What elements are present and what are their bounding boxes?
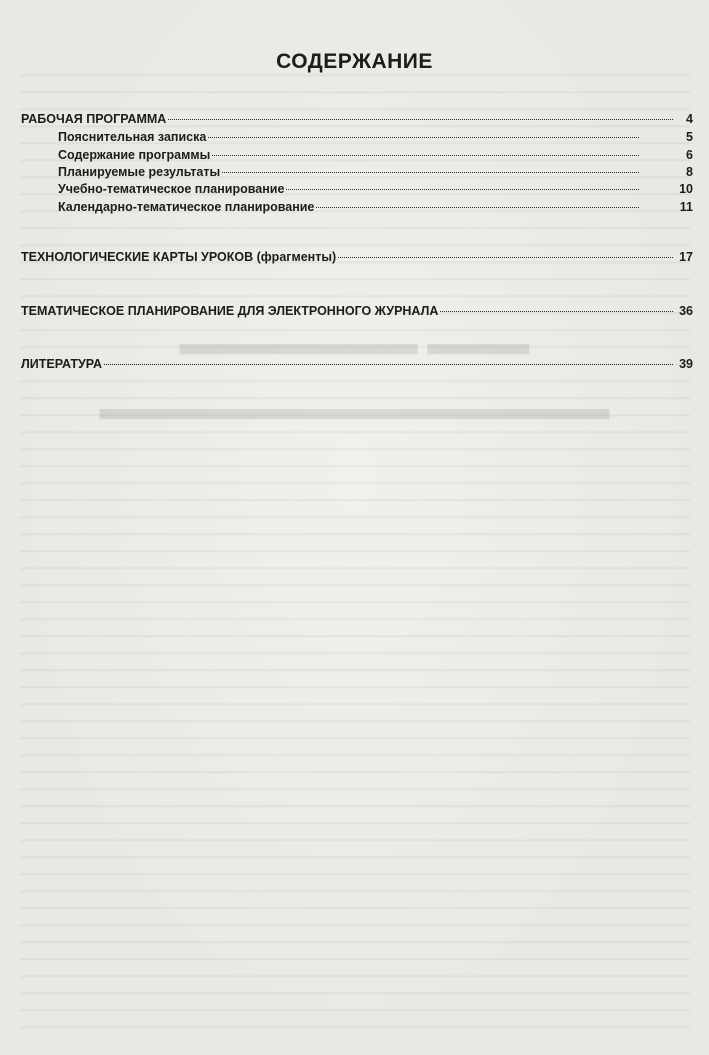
- toc-subentry[interactable]: [58, 130, 693, 144]
- toc-subentry-label: Содержание программы: [58, 148, 211, 162]
- toc-entry[interactable]: [21, 357, 693, 371]
- toc-entry[interactable]: [21, 250, 693, 264]
- dot-leader: [104, 363, 673, 365]
- toc-entry-label: ТЕМАТИЧЕСКОЕ ПЛАНИРОВАНИЕ ДЛЯ ЭЛЕКТРОННОГО ЖУРНАЛА: [21, 304, 439, 318]
- toc-page-number: 8: [686, 165, 693, 179]
- toc-page-number: 17: [679, 250, 693, 264]
- toc-entry[interactable]: [21, 112, 693, 126]
- toc-subentry[interactable]: [58, 165, 693, 179]
- toc-entry[interactable]: [21, 304, 693, 318]
- toc-page-number: 39: [679, 357, 693, 371]
- dot-leader: [338, 256, 673, 258]
- toc-subentry[interactable]: [58, 148, 693, 162]
- toc-subentry-label: Планируемые результаты: [58, 165, 221, 179]
- toc-subentry-label: Пояснительная записка: [58, 130, 207, 144]
- toc-entry-label: ТЕХНОЛОГИЧЕСКИЕ КАРТЫ УРОКОВ (фрагменты): [21, 250, 337, 264]
- dot-leader: [316, 206, 639, 208]
- bleed-through-heading: ▬▬▬▬▬▬▬▬▬▬▬▬▬▬▬: [99, 401, 610, 439]
- toc-page-number: 10: [679, 182, 693, 196]
- toc-page-number: 6: [686, 148, 693, 162]
- toc-subentry[interactable]: [58, 182, 693, 196]
- toc-subentry[interactable]: [58, 200, 693, 214]
- toc-subentry-label: Календарно-тематическое планирование: [58, 200, 315, 214]
- dot-leader: [222, 171, 639, 173]
- dot-leader: [168, 118, 673, 120]
- dot-leader: [286, 188, 639, 190]
- toc-page-number: 36: [679, 304, 693, 318]
- dot-leader: [208, 136, 639, 138]
- toc-subentry-label: Учебно-тематическое планирование: [58, 182, 285, 196]
- bleed-through-heading: ▬▬▬ ▬▬▬▬▬▬▬: [179, 336, 530, 374]
- toc-page-number: 11: [679, 200, 693, 214]
- toc-page-number: 4: [686, 112, 693, 126]
- page-title: СОДЕРЖАНИЕ: [276, 50, 433, 73]
- dot-leader: [212, 154, 639, 156]
- toc-entry-label: РАБОЧАЯ ПРОГРАММА: [21, 112, 167, 126]
- toc-entry-label: ЛИТЕРАТУРА: [21, 357, 103, 371]
- dot-leader: [440, 310, 673, 312]
- toc-page-number: 5: [686, 130, 693, 144]
